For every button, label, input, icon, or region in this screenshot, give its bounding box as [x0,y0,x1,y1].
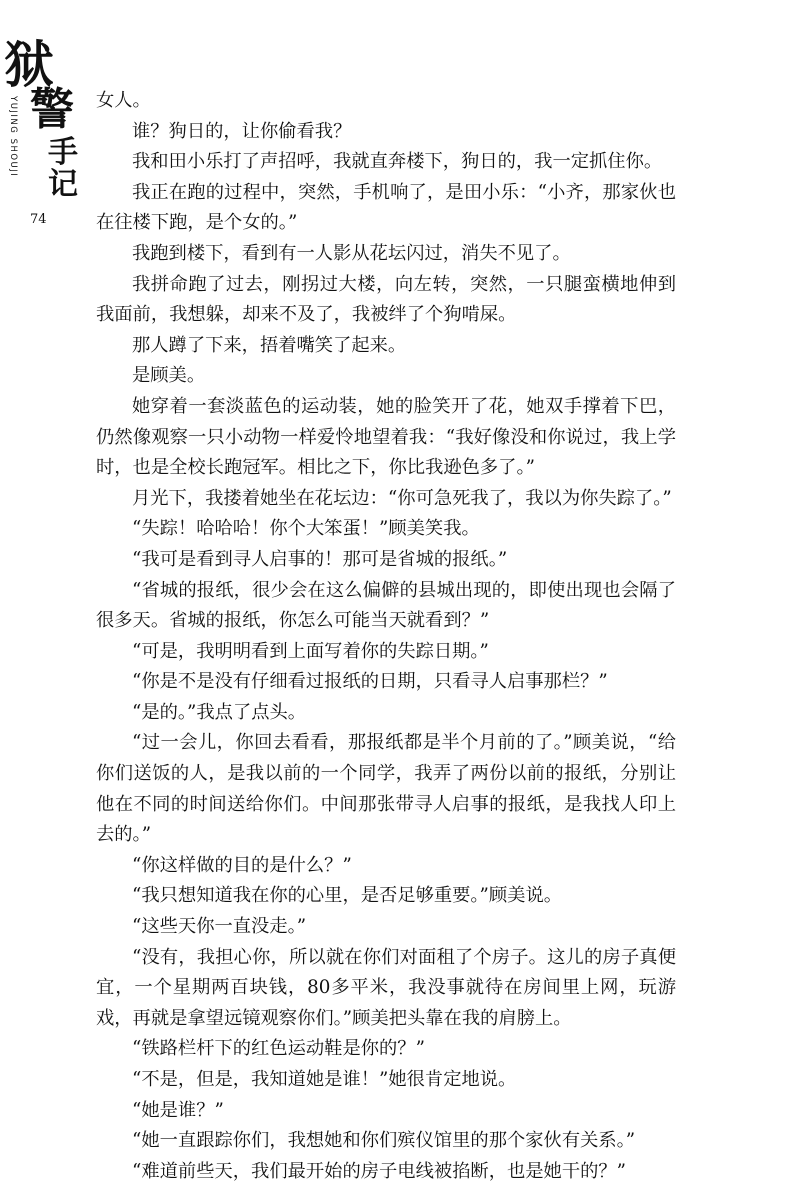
paragraph: 月光下，我搂着她坐在花坛边：“你可急死我了，我以为你失踪了。” [132,487,672,509]
paragraph: “你这样做的目的是什么？” [132,854,352,876]
paragraph: 是顾美。 [132,365,206,387]
paragraph: 我跑到楼下，看到有一人影从花坛闪过，消失不见了。 [132,242,571,264]
book-title-logo [0,35,95,210]
page-number: 74 [30,212,47,227]
paragraph: “过一会儿，你回去看看，那报纸都是半个月前的了。”顾美说，“给你们送饭的人，是我以前的一个同学，我弄了两份以前的报纸，分别让他在不同的时间送给你们。中间那张带寻人启事的报纸，是我找人印上去的。” [96,732,676,846]
paragraph: “你是不是没有仔细看过报纸的日期，只看寻人启事那栏？” [132,671,608,693]
paragraph: 我拼命跑了过去，刚拐过大楼，向左转，突然，一只腿蛮横地伸到我面前，我想躲，却来不及了，我被绊了个狗啃屎。 [96,273,676,326]
paragraph: “失踪！哈哈哈！你个大笨蛋！”顾美笑我。 [132,518,480,540]
paragraph: “不是，但是，我知道她是谁！”她很肯定地说。 [132,1069,517,1090]
paragraph: “难道前些天，我们最开始的房子电线被掐断，也是她干的？” [132,1160,627,1182]
paragraph: “我可是看到寻人启事的！那可是省城的报纸。” [132,548,508,570]
paragraph: “是的。”我点了点头。 [132,701,307,723]
paragraph: 她穿着一套淡蓝色的运动装，她的脸笑开了花，她双手撑着下巴，仍然像观察一只小动物一样爱怜地望着我：“我好像没和你说过，我上学时，也是全校长跑冠军。相比之下，你比我逊色多了。” [96,395,676,479]
paragraph: 那人蹲了下来，捂着嘴笑了起来。 [132,334,407,356]
book-title-char-4: 记 [48,167,78,202]
paragraph: “她是谁？” [132,1099,224,1121]
body-text [96,86,676,1187]
book-title-char-3: 手 [48,135,78,170]
paragraph: “没有，我担心你，所以就在你们对面租了个房子。这儿的房子真便宜，一个星期两百块钱，80多平米，我没事就待在房间里上网，玩游戏，再就是拿望远镜观察你们。”顾美把头靠在我的肩膀上。 [96,946,676,1029]
paragraph: 我正在跑的过程中，突然，手机响了，是田小乐：“小齐，那家伙也在往楼下跑，是个女的。” [96,181,676,234]
paragraph: 女人。 [96,90,151,111]
paragraph: 我和田小乐打了声招呼，我就直奔楼下，狗日的，我一定抓住你。 [132,151,663,173]
book-title-pinyin: YUJING SHOUJI [8,96,18,178]
paragraph: “省城的报纸，很少会在这么偏僻的县城出现的，即使出现也会隔了很多天。省城的报纸，你怎么可能当天就看到？” [96,579,676,632]
book-title-char-1: 狱 [4,35,54,94]
book-title-char-2: 警 [30,84,74,135]
paragraph: 谁？狗日的，让你偷看我？ [132,120,352,142]
paragraph: “这些天你一直没走。” [132,916,307,938]
paragraph: “铁路栏杆下的红色运动鞋是你的？” [132,1038,425,1060]
paragraph: “我只想知道我在你的心里，是否足够重要。”顾美说。 [132,885,563,907]
paragraph: “她一直跟踪你们，我想她和你们殡仪馆里的那个家伙有关系。” [132,1130,636,1152]
paragraph: “可是，我明明看到上面写着你的失踪日期。” [132,640,489,662]
